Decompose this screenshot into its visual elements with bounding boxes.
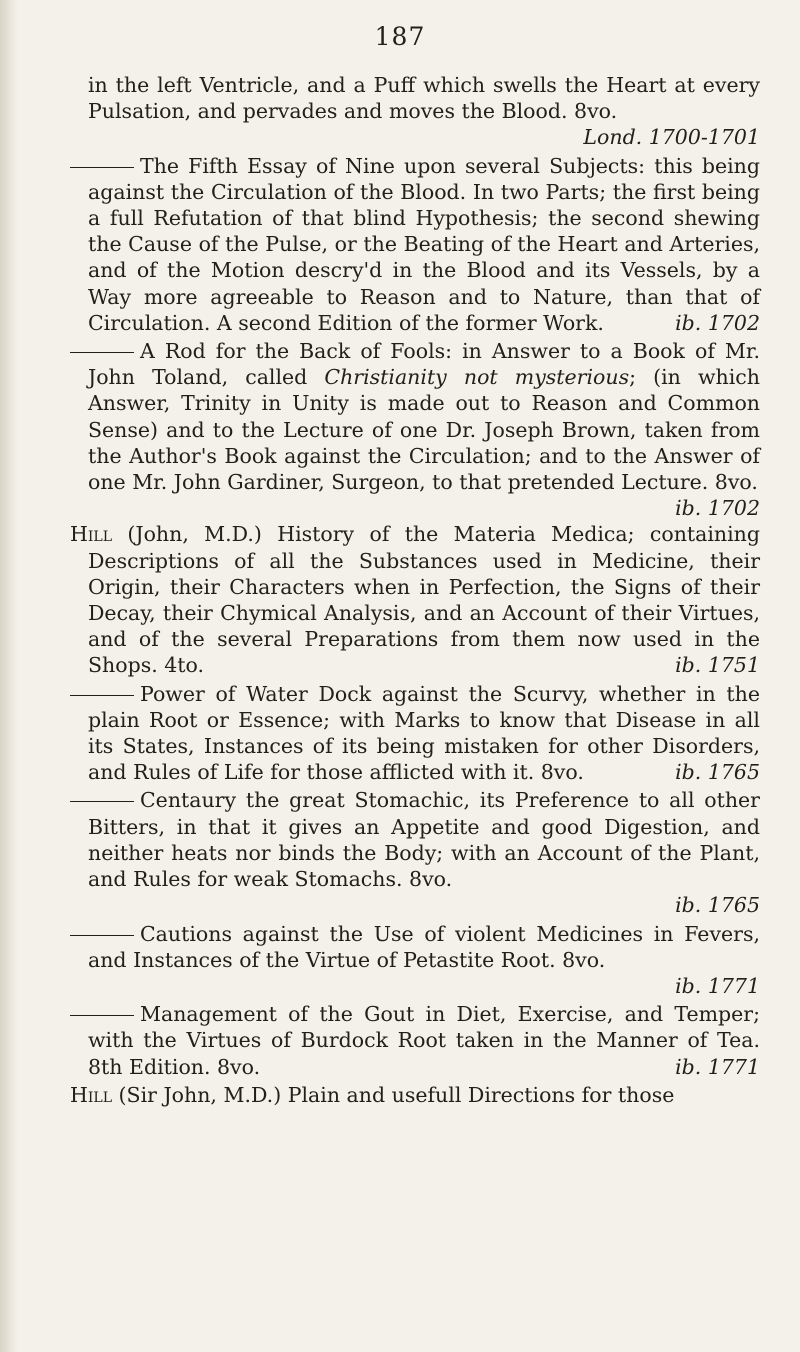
entry-italic-title: Christianity not mysterious [324, 365, 630, 390]
entry-ditto [70, 153, 760, 336]
entry-text: Power of Water Dock against the Scurvy, whether in the plain Root or Essence; with Marks to know that Disease in all its States, Instances of its being mistaken for other Disorders, and Rules of Life for those afflicted with it. 8vo. [88, 681, 760, 785]
entry-ditto [70, 921, 760, 1000]
ditto-rule [70, 935, 134, 936]
entry-date: ib. 1771 [675, 1054, 760, 1079]
entry-text-continued: ; (in which Answer, Trinity in Unity is made out to Reason and Common Sense) and to the Lecture of one Dr. Joseph Brown, taken from the Author's Book against the Circulation; and to the Answer of one Mr. John Gardiner, Surgeon, to that pretended Lecture. 8vo. [88, 365, 760, 495]
entry-text: Cautions against the Use of violent Medicines in Fevers, and Instances of the Virtue of Petastite Root. 8vo. [88, 921, 760, 972]
entry-text: Centaury the great Stomachic, its Preference to all other Bitters, in that it gives an Appetite and good Digestion, and neither heats nor binds the Body; with an Account of the Plant, and Rules for weak Stomachs. 8vo. [88, 788, 760, 892]
entry-date: ib. 1771 [675, 973, 760, 998]
entry-author [70, 521, 760, 678]
ditto-rule [70, 801, 134, 802]
entry-ditto [70, 787, 760, 918]
entry-ditto [70, 1001, 760, 1080]
catalogue-text [70, 72, 760, 1110]
entry-text: The Fifth Essay of Nine upon several Subjects: this being against the Circulation of the Blood. In two Parts; the first being a full Refutation of that blind Hypothesis; the second shewing the Cause of the Pulse, or the Beating of the Heart and Arteries, and of the Motion descry'd in the Blood and its Vessels, by a Way more agreeable to Reason and to Nature, than that of Circulation. A second Edition of the former Work. [88, 153, 760, 335]
entry-text: Management of the Gout in Diet, Exercise, and Temper; with the Virtues of Burdock Root taken in the Manner of Tea. 8th Edition. 8vo. [88, 1002, 760, 1079]
entry-date: ib. 1765 [675, 893, 760, 918]
ditto-rule [70, 1015, 134, 1016]
ditto-rule [70, 167, 134, 168]
author-name: Hill [70, 1082, 113, 1107]
entry-date: ib. 1702 [675, 496, 760, 521]
ditto-rule [70, 695, 134, 696]
author-name: Hill [70, 522, 113, 547]
entry-text: (John, M.D.) History of the Materia Medica; containing Descriptions of all the Substances used in Medicine, their Origin, their Characters when in Perfection, the Signs of their Decay, their Chymical Analysis, and an Account of their Virtues, and of the several Preparations from them now used in the Shops. 4to. [88, 522, 760, 678]
entry-text: (Sir John, M.D.) Plain and usefull Directions for those [118, 1082, 675, 1107]
entry-date: ib. 1765 [675, 760, 760, 785]
entry-continuation [70, 72, 760, 151]
entry-text: A Rod for the Back of Fools: in Answer to a Book of Mr. John Toland, called [88, 339, 760, 390]
entry-date: Lond. 1700-1701 [583, 125, 760, 150]
entry-date: ib. 1702 [675, 310, 760, 335]
entry-ditto [70, 338, 760, 521]
entry-date: ib. 1751 [675, 653, 760, 678]
page-number: 187 [374, 22, 426, 51]
entry-text: in the left Ventricle, and a Puff which swells the Heart at every Pulsation, and pervades and moves the Blood. 8vo. [88, 73, 760, 124]
ditto-rule [70, 352, 134, 353]
page-gutter-edge [0, 0, 18, 1352]
entry-author [70, 1082, 760, 1108]
entry-ditto [70, 681, 760, 786]
